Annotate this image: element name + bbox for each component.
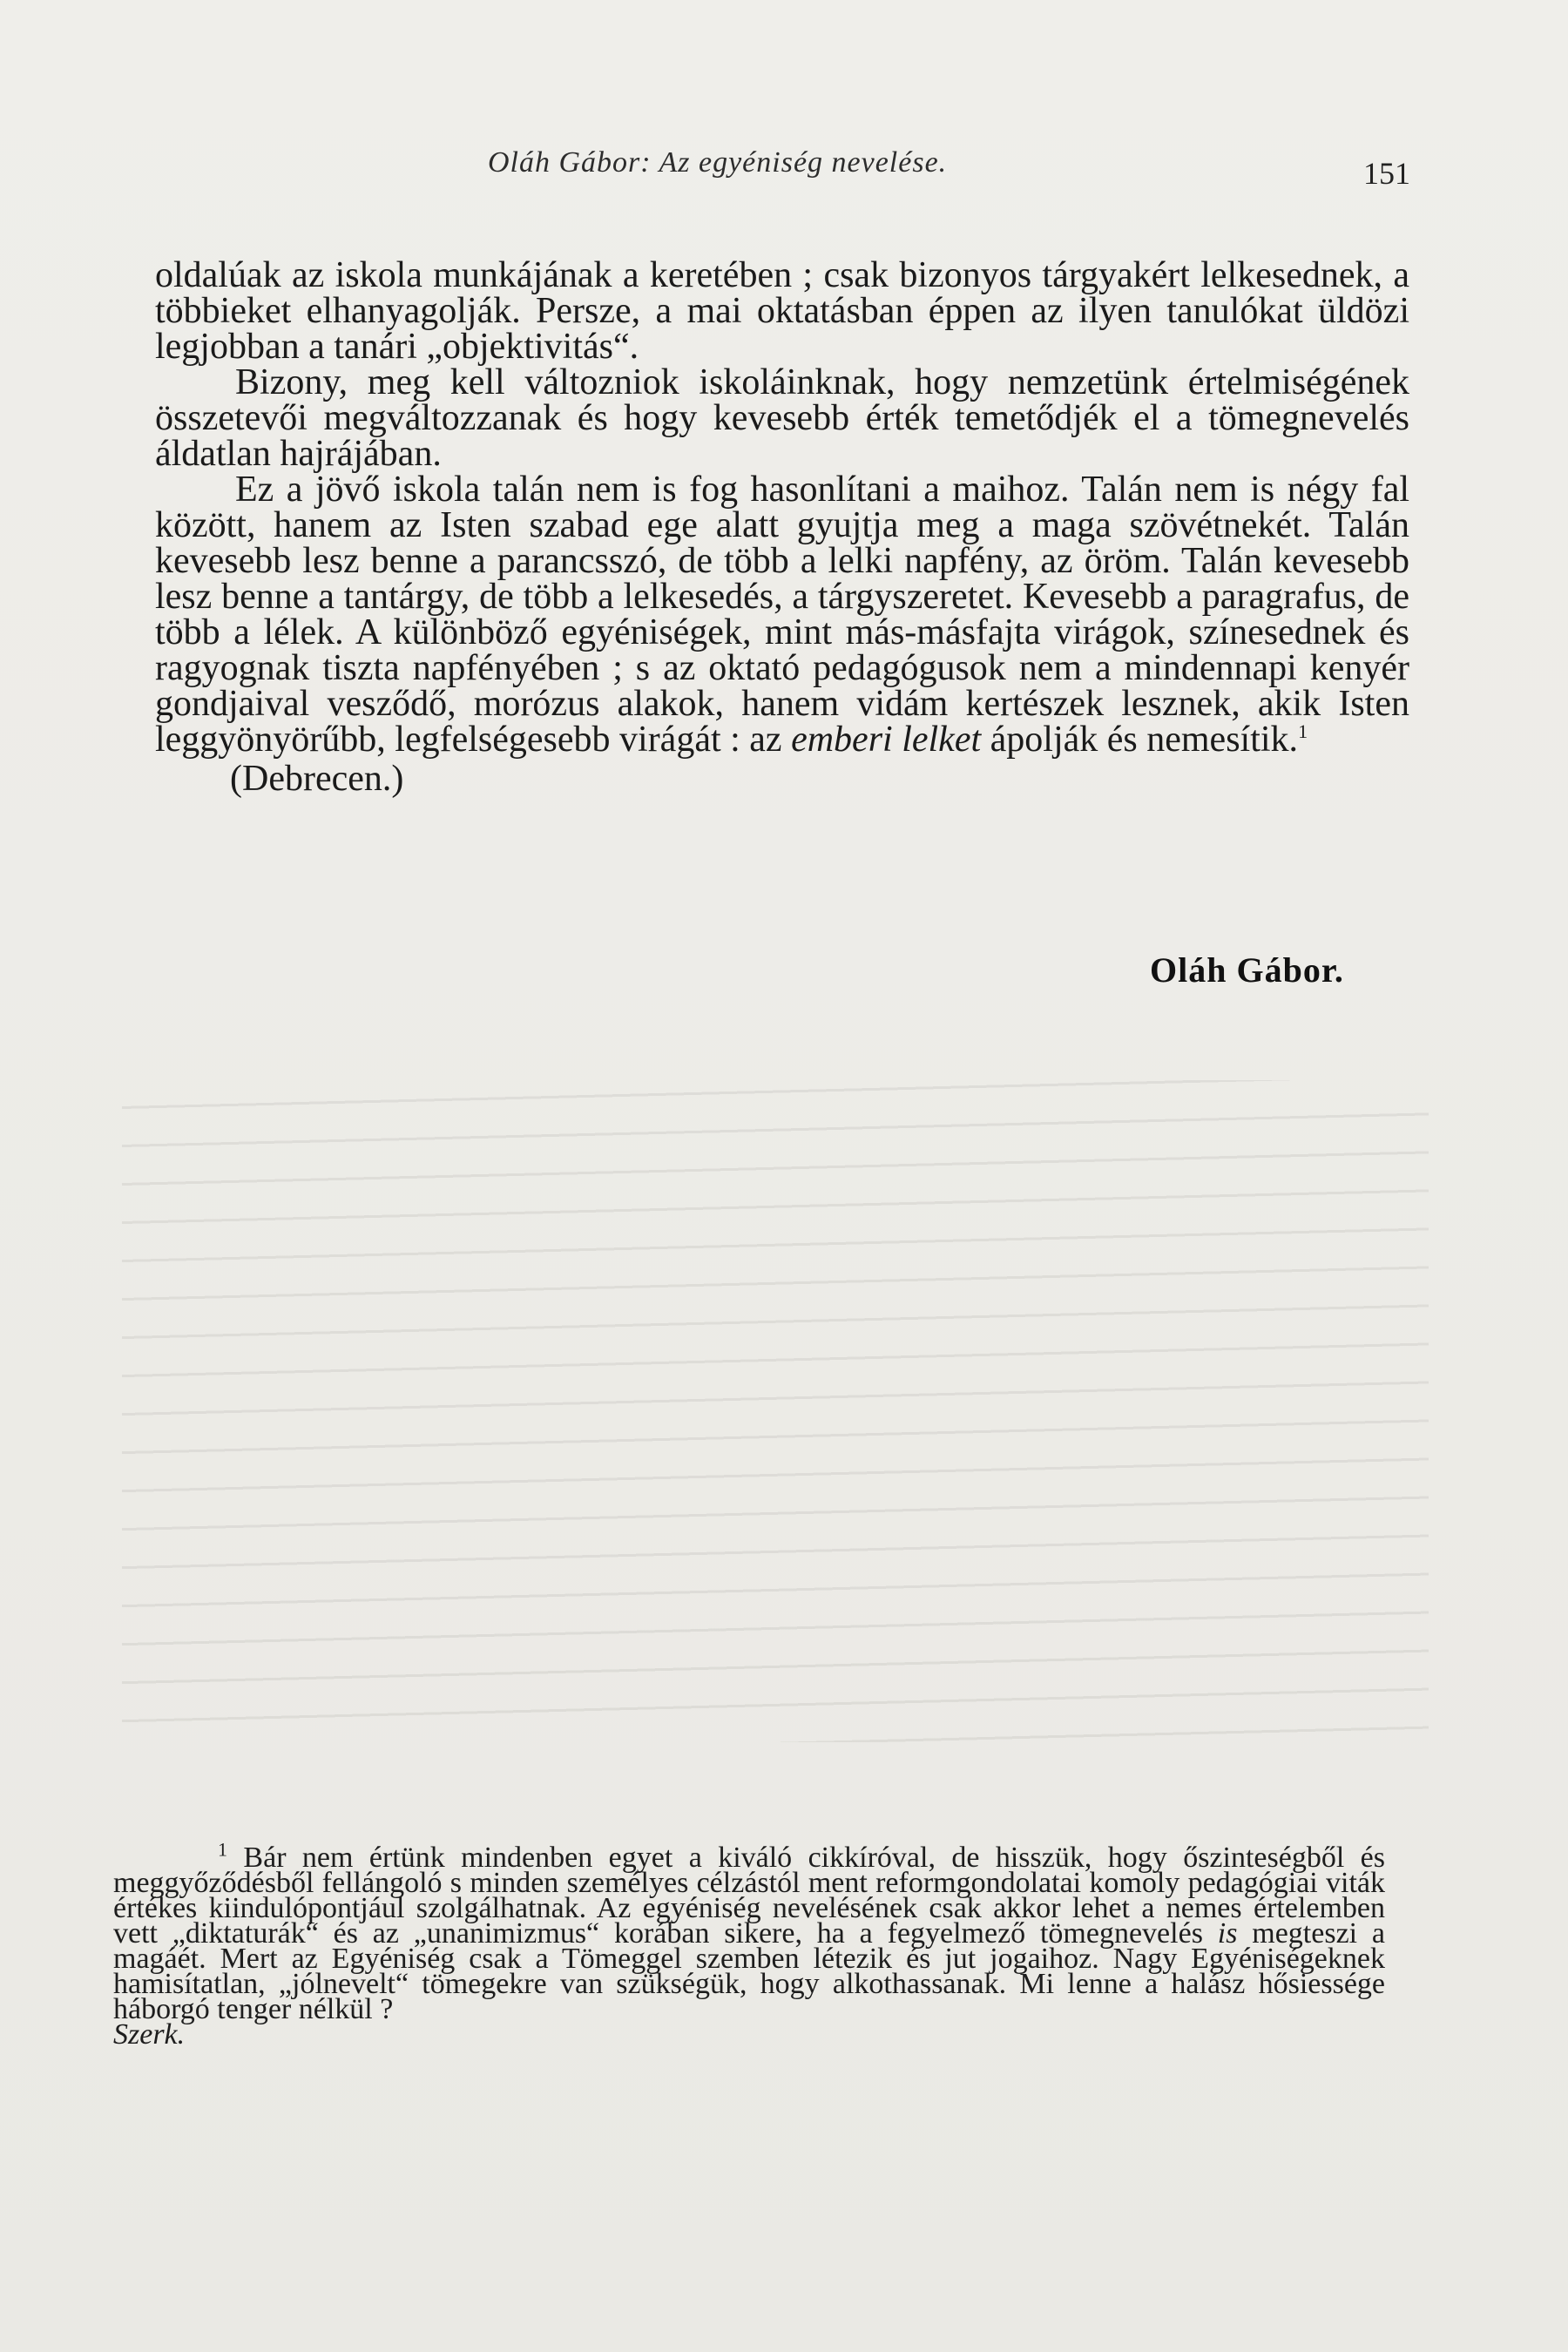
paragraph-3-text: Ez a jövő iskola talán nem is fog hasonlítani a maihoz. Talán nem is négy fal között, hanem az Isten szabad ege alatt gyujtja meg a maga szövétnekét. Talán kevesebb lesz benne a parancsszó, de több a lelki napfény, az öröm. Talán kevesebb lesz benne a tantárgy, de több a lelkesedés, a tárgyszeretet. Kevesebb a paragrafus, de több a lélek. A különböző egyéniségek, mint más-másfajta virágok, színesednek és ragyognak tiszta napfényében ; s az oktató pedagógusok nem a mindennapi kenyér gondjaival vesződő, morózus alakok, hanem vidám kertészek lesznek, akik Isten leggyönyörűbb, legfelségesebb virágát : az: [155, 470, 1409, 760]
author-signature: Oláh Gábor.: [1150, 950, 1344, 990]
footnote-text-part-2: megteszi a magáét. Mert az Egyéniség csak a Tömeggel szemben létezik és jut jogaihoz. Nagy Egyéniségeknek hamisítatlan, „jólnevelt“ tömegekre van szükségük, hogy alkothassanak. Mi lenne a halász hősiessége háborgó tenger nélkül ?: [113, 1917, 1386, 2025]
paragraph-1: oldalúak az iskola munkájának a keretében ; csak bizonyos tárgyakért lelkesednek, a többieket elhanyagolják. Persze, a mai oktatásban éppen az ilyen tanulókat üldözi legjobban a tanári „objektivitás“.: [155, 255, 1409, 367]
footnote-text-part-1: Bár nem értünk mindenben egyet a kiváló cikkíróval, de hisszük, hogy őszinteségből és meggyőződésből fellángoló s minden személyes célzástól ment reformgondolatai komoly pedagógiai viták értékes kiindulópontjául szolgálhatnak. Az egyéniség nevelésének csak akkor lehet a nemes értelemben vett „diktaturák“ és az „unanimizmus“ korában sikere, ha a fegyelmező tömegnevelés: [113, 1842, 1386, 1950]
footnote-mark: 1: [218, 1838, 227, 1861]
running-title: Oláh Gábor: Az egyéniség nevelése.: [488, 146, 948, 179]
footnote-signoff: Szerk.: [113, 2018, 186, 2051]
footnote-text: [113, 1838, 1386, 2025]
place-line: (Debrecen.): [230, 759, 404, 799]
paragraph-3: [155, 472, 1409, 758]
paragraph-3-ending: ápolják és nemesítik.: [990, 720, 1299, 760]
footnote-reference[interactable]: 1: [1298, 720, 1308, 742]
footnote: [113, 1838, 1386, 2051]
page-number: 151: [1363, 156, 1410, 191]
show-through-text: [122, 1080, 1429, 1742]
main-text: [155, 255, 1409, 799]
emphasis-text: emberi lelket: [791, 720, 982, 760]
footnote-emphasis: is: [1217, 1917, 1238, 1950]
paragraph-2: Bizony, meg kell változniok iskoláinknak, hogy nemzetünk értelmiségének összetevői megváltozzanak és hogy kevesebb érték temetődjék el a tömegnevelés áldatlan hajrájában.: [155, 362, 1409, 474]
